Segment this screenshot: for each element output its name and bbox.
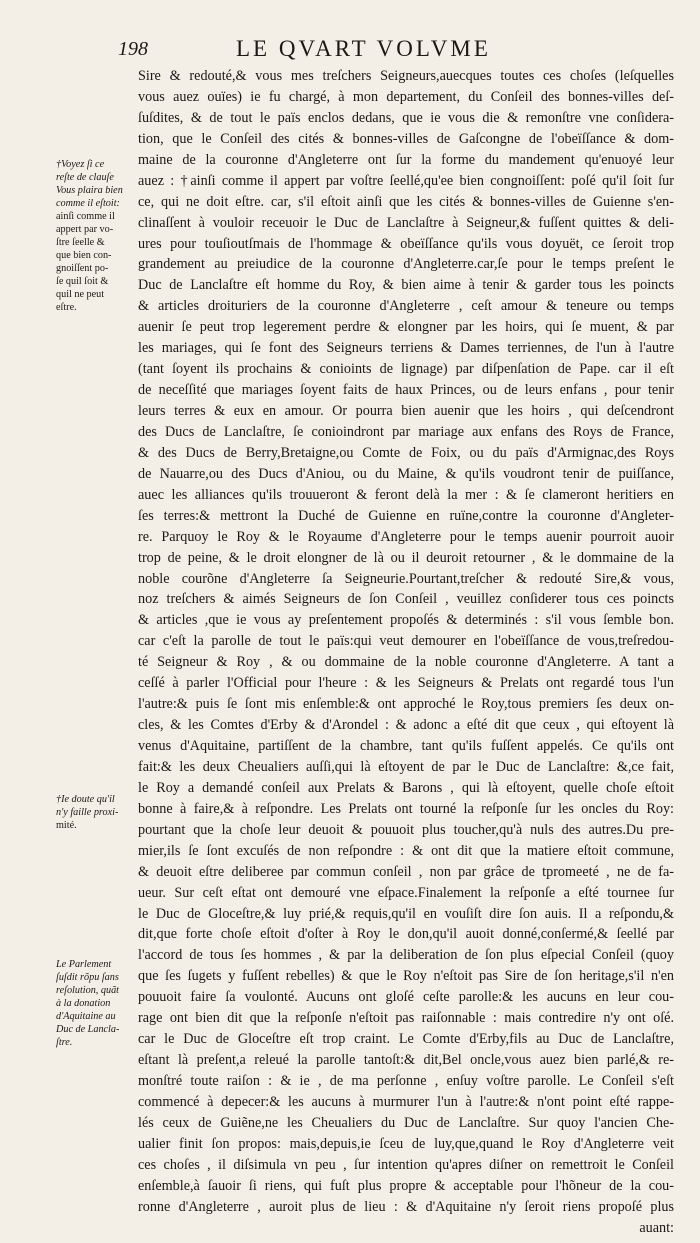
text-line: (tant ſoyent ils prochains & conioints de lignage) par diſpenſation de Pape. car il eſt (138, 361, 674, 378)
text-line: tion, que le Conſeil des cités & bonnes-villes de Gaſcongne de l'obeïſſance & dom- (138, 130, 674, 147)
page-number: 198 (118, 38, 148, 60)
text-line: de neceſſité que mariages ſoyent faits de haux Princes, ou de leurs enfans , pour tenir (138, 382, 674, 399)
text-line: noz treſchers & aimés Seigneurs de ſon Conſeil , veuillez conſiderer tous ces poincts (138, 591, 674, 608)
marginal-note-line: comme il eſtoit: (56, 198, 120, 209)
marginal-note-doubt (56, 793, 136, 832)
text-line: lés ceux de Guiẽne,ne les Cheualiers du Duc de Lanclaſtre. Sur quoy l'ancien Che- (138, 1114, 674, 1131)
text-line: té Seigneur & Roy , & ou dommaine de la noble couronne d'Angleterre. A tant a (138, 654, 674, 671)
text-line: clinaſſent à vouloir receuoir le Duc de Lanclaſtre à Seigneur,& fuſſent quittes & deli- (138, 214, 674, 231)
text-line: de Nauarre,ou des Ducs d'Aniou, ou du Maine, & qu'ils voudront tenir de puiſſance, (138, 465, 674, 482)
marginal-note-parliament (56, 958, 136, 1049)
marginal-note-line: d'Aquitaine au (56, 1011, 116, 1022)
text-line: fait:& les deux Cheualiers auſſi,qui là eſtoyent de par le Duc de Lanclaſtre: &,ce fait, (138, 758, 674, 775)
text-line: vous auez ouïes) ie fu chargé, à mon departement, du Conſeil des bonnes-villes deſ- (138, 88, 674, 105)
marginal-note-line: Duc de Lancla- (56, 1024, 120, 1035)
marginal-note-line: reſte de clauſe (56, 172, 114, 183)
text-line: pouuoit faire ſa voulonté. Aucuns ont gloſé ceſte parolle:& les aucuns en leur cou- (138, 989, 674, 1006)
text-line: l'autre:& puis ſe ſont mis enſemble:& ont approché le Roy,tous premiers ſes deux on- (138, 696, 674, 713)
text-line: re. Parquoy le Roy & le Royaume d'Angleterre pour le temps auenir pourroit auoir (138, 528, 674, 545)
text-line: maine de la couronne d'Angleterre ont ſur la forme du mandement qu'enuoyé leur (138, 151, 674, 168)
marginal-note-line: ſtre ſeelle & (56, 237, 105, 248)
text-line: Sire & redouté,& vous mes treſchers Seigneurs,auecques toutes ces choſes (leſquelles (138, 68, 674, 84)
text-line: grandement au preiudice de la couronne d'Angleterre.car,ſe pour le temps preſent le (138, 256, 674, 273)
text-line: mier,ils ſe ſont excuſés de non reſpondre : & ont dit que la matiere eſtoit commune, (138, 842, 674, 859)
text-line: ce, qui ne doit eſtre. car, s'il eſtoit ainſi que les cités & bonnes-villes de Guienne s'en- (138, 193, 674, 210)
text-line: bonne à faire,& à reſpondre. Les Prelats ont tourné la reſponſe ſur les oncles du Roy: (138, 800, 674, 817)
text-line: ures pour touſioutſmais de l'hommage & obeïſſance qu'ils vous doyuët, ce ſeroit trop (138, 235, 674, 252)
text-line: commencé à depecer:& les aucuns à murmurer l'un à l'autre:& n'ont point eſté rappe- (138, 1093, 674, 1110)
text-line: pourtant que la choſe leur deuoit & pouuoit plus toucher,qu'à nuls des autres.Du pre- (138, 821, 674, 838)
text-line: les mariages, qui ſe font des Seigneurs terriens & Dames terriennes, de l'un à l'autre (138, 340, 674, 357)
marginal-note-verify-clause (56, 158, 136, 314)
text-line: & des Ducs de Berry,Bretaigne,ou Comte de Foix, ou du païs d'Armignac,des Roys (138, 444, 674, 461)
text-line: ualier finit ſon propos: mais,depuis,ie ſceu de luy,que,quand le Roy d'Angleterre veit (138, 1135, 674, 1152)
text-line: enſemble,à ſauoir ſi riens, qui fuſt plus propre & acceptable pour l'hõneur de la cou- (138, 1177, 674, 1194)
marginal-note-line: gnoiſſent po- (56, 263, 109, 274)
text-line: ueur. Sur ceſt eſtat ont demouré vne eſpace.Finalement la reſponſe a eſté tournee ſur (138, 884, 674, 901)
text-line: auant: (639, 1219, 674, 1236)
text-line: rage ont bien dit que la reſponſe n'eſtoit pas raiſonnable : mais contredire n'y ont oſé. (138, 1010, 674, 1027)
body-text (138, 66, 674, 1239)
marginal-note-line: Le Parlement (56, 959, 112, 970)
text-line: ronne d'Angleterre , auroit plus de lieu : & d'Aquitaine n'y ſeroit riens propoſé plus (138, 1198, 674, 1215)
text-line: dit,que forte choſe eſtoit d'oſter à Roy le don,qu'il auoit donné,conſermé,& ſeellé par (138, 926, 674, 943)
marginal-note-line: †Voyez ſi ce (56, 159, 105, 170)
text-line: auenir ſe peut trop legerement perdre & elongner par les hoirs, qui ſe muent, & par (138, 319, 674, 336)
text-line: ces choſes , il diſsimula vn peu , ſur intention qu'apres diſner on remettroit le Conſeil (138, 1156, 674, 1173)
text-line: noble courõne d'Angleterre ſa Seigneurie.Pourtant,treſcher & redouté Sire,& vous, (138, 570, 674, 587)
marginal-note-line: n'y faille proxi- (56, 807, 119, 818)
marginal-note-line: à la donation (56, 998, 111, 1009)
running-head: LE QVART VOLVME (236, 36, 491, 61)
text-line: car le Duc de Gloceſtre eſt trop craint. Le Comte d'Erby,fils au Duc de Lanclaſtre, (138, 1031, 674, 1048)
text-line: & articles ,que ie vous ay preſentement propoſés & determinés : s'il vous ſemble bon. (138, 612, 674, 629)
marginal-note-line: ſtre. (56, 1037, 73, 1048)
marginal-note-line: ſuſdit rõpu ſans (56, 972, 119, 983)
text-line: leurs terres & eux en amour. Or pourra bien auenir que les hoirs , qui deſcendront (138, 403, 674, 419)
text-line: l'accord de tous ſes hommes , & par la deliberation de ſon plus eſpecial Conſeil (quoy (138, 947, 674, 964)
marginal-note-line: eſtre. (56, 302, 77, 313)
text-line: & deuoit eſtre deliberee par commun conſeil , non par grâce de tpromeeté , ne de fa- (138, 863, 674, 880)
marginal-note-line: †Ie doute qu'il (56, 794, 115, 805)
text-line: le Roy a demandé conſeil aux Prelats & Barons , qui là eſtoyent, quelle choſe eſtoit (138, 779, 674, 796)
marginal-note-line: Vous plaira bien (56, 185, 123, 196)
text-line: Duc de Lanclaſtre eſt homme du Roy, & bien aime à tenir & garder tous les poincts (138, 277, 674, 294)
text-line: cles, & les Comtes d'Erby & d'Arondel : & adonc a eſté dit que ceux , qui eſtoyent là (138, 717, 674, 734)
marginal-note-line: mité. (56, 820, 77, 831)
marginal-note-line: ſe quil ſoit & (56, 276, 109, 287)
text-line: auez : †ainſi comme il appert par voſtre ſeellé,qu'ee bien congnoiſſent: poſé qu'il ſoit ſur (138, 172, 674, 189)
text-line: & articles droituriers de la couronne d'Angleterre , ceſt amour & teneure ou temps (138, 298, 674, 315)
text-line: auec les alliances qu'ils trouueront & feront delà la mer : & ſe clameront heritiers en (138, 486, 674, 503)
marginal-note-line: quil ne peut (56, 289, 105, 300)
text-line: ſuſdites, & de tout le païs enclos dedans, que ie vous die & remonſtre vne conſidera- (138, 109, 674, 126)
text-line: trop de peine, & le droit elongner de là ou il deuroit retourner , & le dommaine de la (138, 549, 674, 566)
text-line: ceſſé à parler l'Official pour l'heure : & les Seigneurs & Prelats ont regardé tous l'un (138, 675, 674, 692)
text-line: monſtré toute raiſon : & ie , de ma perſonne , enſuy voſtre parolle. Le Conſeil s'eſt (138, 1073, 674, 1089)
text-line: le Duc de Gloceſtre,& luy prié,& requis,qu'il en vouſiſt dire ſon auis. Il a reſpondu,& (138, 905, 674, 922)
marginal-note-line: appert par vo- (56, 224, 114, 235)
text-line: venus d'Aquitaine, partiſſent de la chambre, tant qu'ils fuſſent appelés. Ce qu'ils ont (138, 738, 674, 754)
marginal-note-line: reſolution, quãt (56, 985, 120, 996)
marginal-note-line: que bien con- (56, 250, 112, 261)
text-line: eſtant là preſent,a releué la parolle tantoſt:& dit,Bel oncle,vous auez bien parlé,& re- (138, 1052, 674, 1069)
text-line: que ſes ſugets y fuſſent rebelles) & que le Roy n'eſtoit pas Sire de ſon heritage,s'il n'en (138, 968, 674, 985)
page-header (118, 36, 578, 62)
marginal-note-line: ainſi comme il (56, 211, 115, 222)
text-line: ſes terres:& mettront la Duché de Guienne en ruïne,contre la couronne d'Angleter- (138, 507, 674, 524)
text-line: des Ducs de Lanclaſtre, ſe conioindront par mariage aux enfans des Roys de France, (138, 423, 674, 440)
text-line: car c'eſt la parolle de tout le païs:qui veut demourer en l'obeïſſance de vous,treſredou- (138, 633, 674, 650)
